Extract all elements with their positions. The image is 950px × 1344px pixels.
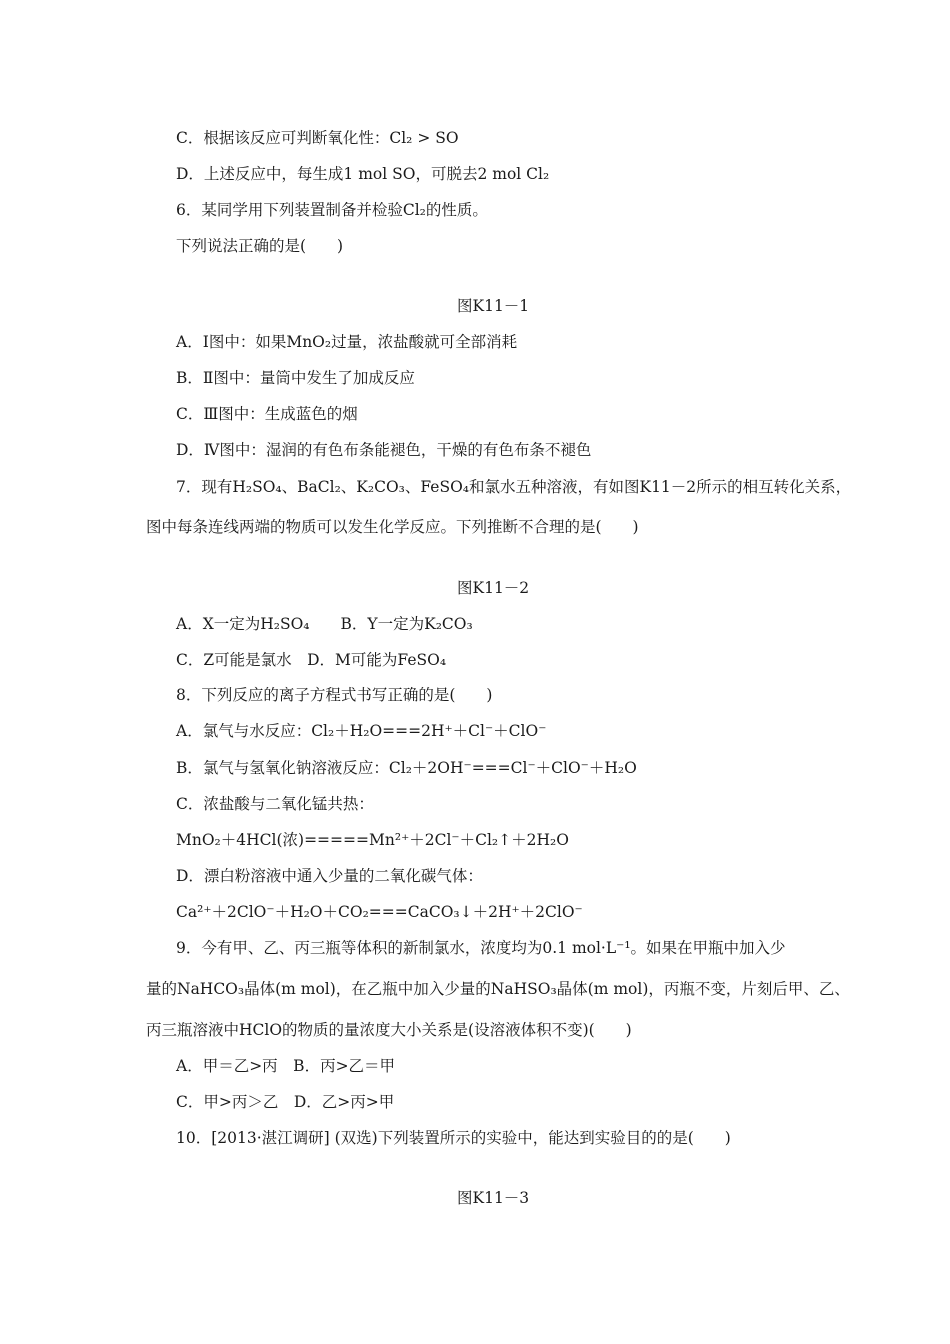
question-9-stem: 9．今有甲、乙、丙三瓶等体积的新制氯水，浓度均为0.1 mol·L⁻¹。如果在甲瓶中加入少 [176,939,786,957]
option-8c-equation: MnO₂＋4HCl(浓)=====Mn²⁺＋2Cl⁻＋Cl₂↑＋2H₂O [176,831,569,849]
options-9ab: A．甲＝乙>丙 B．丙>乙＝甲 [176,1057,396,1075]
question-7-stem-cont: 图中每条连线两端的物质可以发生化学反应。下列推断不合理的是( ) [146,518,639,536]
options-7cd: C．Z可能是氯水 D．M可能为FeSO₄ [176,651,447,669]
option-8c: C．浓盐酸与二氧化锰共热： [176,795,374,813]
figure-caption-k11-3: 图K11－3 [457,1189,530,1207]
option-8a: A．氯气与水反应：Cl₂＋H₂O===2H⁺＋Cl⁻＋ClO⁻ [176,722,547,740]
option-5d: D．上述反应中，每生成1 mol SO，可脱去2 mol Cl₂ [176,165,550,183]
question-6-stem: 6．某同学用下列装置制备并检验Cl₂的性质。 [176,201,488,219]
option-8d-equation: Ca²⁺＋2ClO⁻＋H₂O＋CO₂===CaCO₃↓＋2H⁺＋2ClO⁻ [176,903,583,921]
question-9-stem-cont-1: 量的NaHCO₃晶体(m mol)，在乙瓶中加入少量的NaHSO₃晶体(m mol)，丙瓶不变，片刻后甲、乙、 [146,980,850,998]
question-8-stem: 8．下列反应的离子方程式书写正确的是( ) [176,686,493,704]
figure-caption-k11-2: 图K11－2 [457,579,530,597]
option-6b: B．Ⅱ图中：量筒中发生了加成反应 [176,369,415,387]
option-6c: C．Ⅲ图中：生成蓝色的烟 [176,405,358,423]
option-6d: D．Ⅳ图中：湿润的有色布条能褪色，干燥的有色布条不褪色 [176,441,592,459]
option-8b: B．氯气与氢氧化钠溶液反应：Cl₂＋2OH⁻===Cl⁻＋ClO⁻＋H₂O [176,759,637,777]
option-6a: A．Ⅰ图中：如果MnO₂过量，浓盐酸就可全部消耗 [176,333,518,351]
question-6-prompt: 下列说法正确的是( ) [176,237,344,255]
question-9-stem-cont-2: 丙三瓶溶液中HClO的物质的量浓度大小关系是(设溶液体积不变)( ) [146,1021,632,1039]
question-10-stem: 10．[2013·湛江调研] (双选)下列装置所示的实验中，能达到实验目的的是( ) [176,1129,731,1147]
question-7-stem: 7．现有H₂SO₄、BaCl₂、K₂CO₃、FeSO₄和氯水五种溶液，有如图K11－2所示的相互转化关系， [176,478,852,496]
option-8d: D．漂白粉溶液中通入少量的二氧化碳气体： [176,867,483,885]
option-5c: C．根据该反应可判断氧化性：Cl₂ > SO [176,129,459,147]
figure-caption-k11-1: 图K11－1 [457,297,530,315]
options-9cd: C．甲>丙＞乙 D．乙>丙>甲 [176,1093,395,1111]
options-7ab: A．X一定为H₂SO₄ B．Y一定为K₂CO₃ [176,615,473,633]
